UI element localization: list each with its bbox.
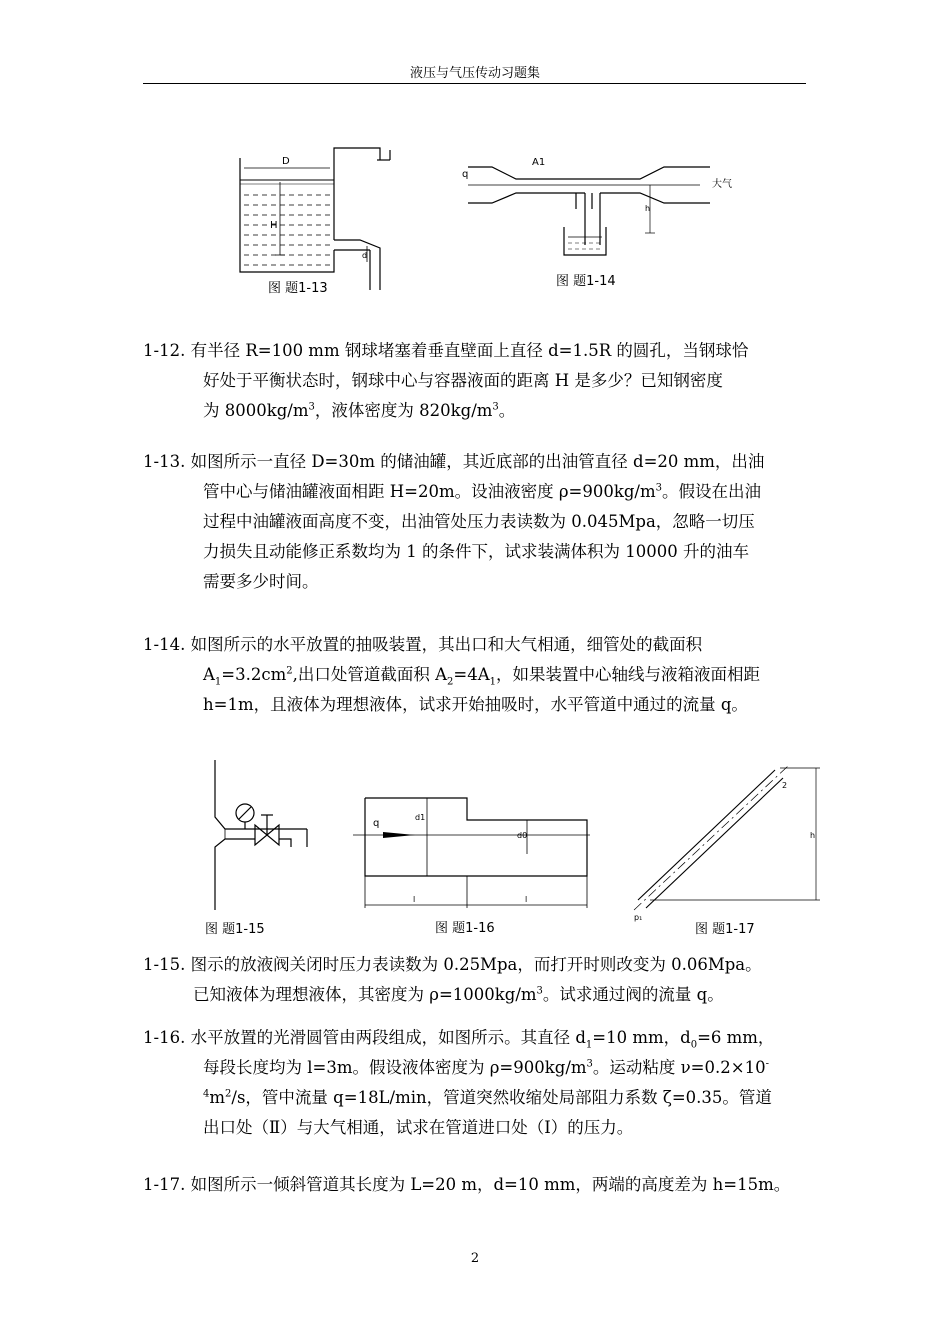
caption-1-16: 图 题1-16 (435, 921, 495, 936)
label-D: D (282, 156, 290, 167)
label-q: q (373, 818, 380, 829)
problem-1-16 (143, 1023, 818, 1143)
problem-text: 力损失且动能修正系数均为 1 的条件下，试求装满体积为 10000 升的油车 (203, 542, 749, 561)
problem-number: 1-14. (143, 635, 186, 654)
label-l1: l (413, 895, 416, 904)
problem-text: h=1m，且液体为理想液体，试求开始抽吸时，水平管道中通过的流量 q。 (203, 695, 748, 714)
problem-number: 1-12. (143, 341, 186, 360)
problem-text-line: 管中心与储油罐液面相距 H=20m。设油液密度 $\rho=900kg/m^3$。假设在出油 (203, 482, 762, 501)
problem-text: 图示的放液阀关闭时压力表读数为 0.25Mpa，而打开时则改变为 0.06Mpa。 (190, 955, 762, 974)
figure-1-15 (195, 755, 325, 940)
problem-text: 出口处（Ⅱ）与大气相通，试求在管道进口处（Ⅰ）的压力。 (203, 1118, 634, 1137)
problem-text: 如图所示一直径 D=30m 的储油罐，其近底部的出油管直径 d=20 mm，出油 (190, 452, 765, 471)
problem-1-12 (143, 336, 818, 426)
problem-text: 如图所示的水平放置的抽吸装置，其出口和大气相通，细管处的截面积 (190, 635, 703, 654)
problem-1-17 (143, 1170, 818, 1200)
problem-number: 1-17. (143, 1175, 186, 1194)
header-rule (143, 83, 806, 84)
problem-text-line: 已知液体为理想液体，其密度为 $\rho=1000kg/m^3$。试求通过阀的流量 q。 (193, 985, 724, 1004)
problem-text-line: 每段长度均为 l=3m。假设液体密度为 $\rho=900kg/m^3$。运动粘度 ν=0.2×10- (203, 1058, 769, 1077)
figure-1-14 (460, 145, 750, 295)
problem-1-14 (143, 630, 818, 720)
problem-1-15 (143, 950, 818, 1010)
figure-1-16 (345, 790, 595, 940)
label-H: H (270, 220, 278, 231)
label-l2: l (525, 895, 528, 904)
problem-text-line: $^4m^2/s$，管中流量 q=18L/min，管道突然收缩处局部阻力系数 ζ=0.35。管道 (203, 1088, 772, 1107)
problem-text: 有半径 R=100 mm 钢球堵塞着垂直壁面上直径 d=1.5R 的圆孔，当钢球恰 (190, 341, 749, 360)
label-d: d (362, 251, 368, 260)
caption-1-14: 图 题1-14 (556, 274, 616, 289)
problem-text: 需要多少时间。 (203, 572, 319, 591)
label-h: h (810, 831, 816, 840)
label-q: q (462, 169, 469, 180)
problem-text: 如图所示一倾斜管道其长度为 L=20 m，d=10 mm，两端的高度差为 h=15m。 (190, 1175, 791, 1194)
label-A1: A1 (532, 157, 546, 168)
figure-1-13 (230, 140, 410, 300)
problem-text-line: 水平放置的光滑圆管由两段组成，如图所示。其直径 $d_1=10$ mm，$d_0=6$ mm， (190, 1028, 775, 1051)
label-h: h (645, 204, 651, 213)
label-d1: d1 (415, 813, 426, 822)
problem-1-13 (143, 447, 818, 597)
problem-text-line: $A_1=3.2cm^2$,出口处管道截面积 $A_2=4A_1$，如果装置中心轴线与液箱液面相距 (203, 665, 761, 688)
problem-number: 1-16. (143, 1028, 186, 1047)
label-p1: p₁ (634, 913, 643, 922)
problem-text: 过程中油罐液面高度不变，出油管处压力表读数为 0.045Mpa，忽略一切压 (203, 512, 755, 531)
label-atm: 大气 (712, 179, 732, 190)
problem-number: 1-13. (143, 452, 186, 471)
figure-1-17 (630, 760, 830, 940)
header-title: 液压与气压传动习题集 (409, 66, 540, 81)
label-d0: d0 (517, 831, 528, 840)
problem-text-line: 为 $8000kg/m^3$，液体密度为 $820kg/m^3$。 (203, 401, 516, 420)
label-2: 2 (782, 781, 788, 790)
problem-number: 1-15. (143, 955, 186, 974)
caption-1-17: 图 题1-17 (695, 922, 755, 937)
caption-1-15: 图 题1-15 (205, 922, 265, 937)
caption-1-13: 图 题1-13 (268, 281, 328, 296)
page-number: 2 (470, 1251, 480, 1266)
problem-text: 好处于平衡状态时，钢球中心与容器液面的距离 H 是多少？已知钢密度 (203, 371, 723, 390)
